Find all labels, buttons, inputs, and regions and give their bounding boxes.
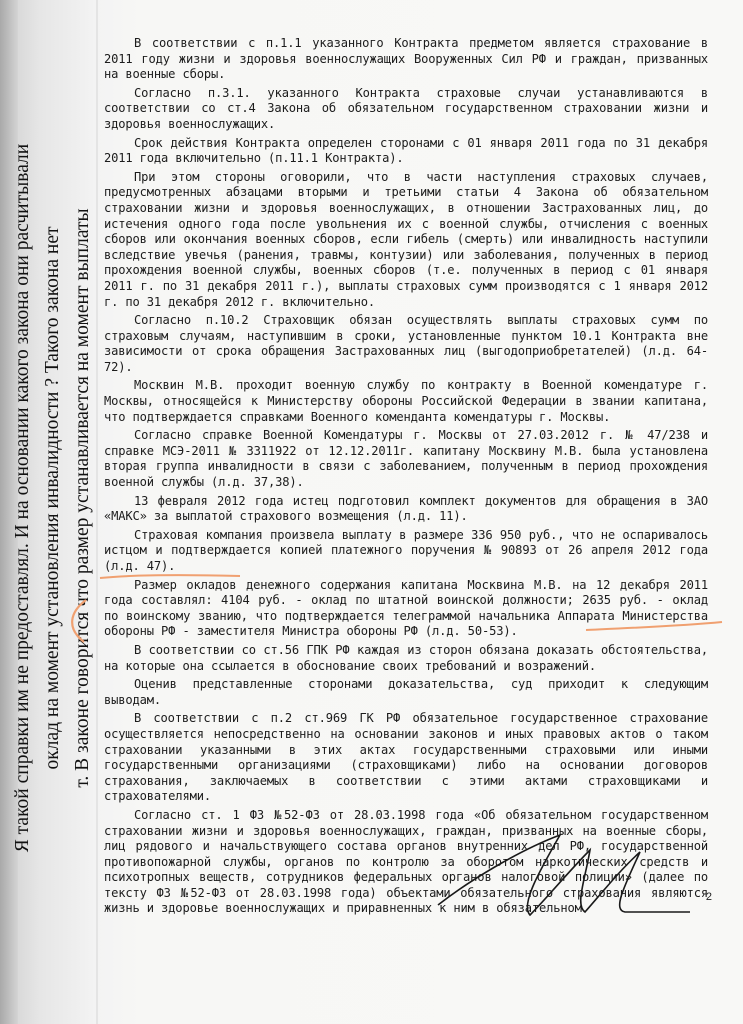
paragraph: В соответствии со ст.56 ГПК РФ каждая из сторон обязана доказать обстоятельства, на которые она ссылается в обоснование своих требований и возражений.: [104, 642, 708, 673]
paragraph: 13 февраля 2012 года истец подготовил комплект документов для обращения в ЗАО «МАКС» за выплатой страхового возмещения (л.д. 11).: [104, 493, 708, 524]
paragraph: Срок действия Контракта определен сторонами с 01 января 2011 года по 31 декабря 2011 года включительно (п.11.1 Контракта).: [104, 135, 708, 166]
paragraph: Оценив представленные сторонами доказательства, суд приходит к следующим выводам.: [104, 677, 708, 707]
paragraph: В соответствии с п.2 ст.969 ГК РФ обязательное государственное страхование осуществляется непосредственно на основании законов и иных правовых актов о таком страховании указанными в этих актах государственными страховыми или иными государственными организациями (страховщиками) либо на основании договоров страхования, заключаемых в соответствии с этими актами страховщиками и страхователями.: [104, 711, 708, 804]
margin-note-line: Я такой справки им не предоставлял. И на основании какого закона они расчитывали: [12, 143, 33, 853]
paragraph: При этом стороны оговорили, что в части наступления страховых случаев, предусмотренных абзацами вторыми и третьими статьи 4 Закона об обязательном страховании жизни и здоровья военнослужащих, в отношении Застрахованных лиц, до истечения одного года после увольнения их с военной службы, отчисления с военных сборов или окончания военных сборов, если гибель (смерть) или инвалидность наступили вследствие увечья (ранения, травмы, контузии) или заболевания, полученных в период прохождения военной службы, военных сборов (т.е. полученных в период с 01 января 2011 г. по 31 декабря 2011 г.), выплаты страховых сумм производятся с 1 января 2012 г. по 31 декабря 2012 г. включительно.: [104, 169, 708, 309]
paragraph: В соответствии с п.1.1 указанного Контракта предметом является страхование в 2011 году жизни и здоровья военнослужащих Вооруженных Сил РФ и граждан, призванных на военные сборы.: [104, 36, 708, 82]
highlighted-paragraph: Размер окладов денежного содержания капитана Москвина М.В. на 12 декабря 2011 года составлял: 4104 руб. - оклад по штатной воинской должности; 2635 руб. - оклад по воинскому званию, что подтверждается телеграммой начальника Аппарата Министерства обороны РФ - заместителя Министра обороны РФ (л.д. 50-53).: [104, 577, 708, 639]
margin-note-line: т. В законе говорится что размер устанавливается на момент выплаты: [72, 208, 93, 788]
paragraph: Москвин М.В. проходит военную службу по контракту в Военной комендатуре г. Москвы, относящейся к Министерству обороны Российской Федерации в звании капитана, что подтверждается справками Военного коменданта комендатуры г. Москвы.: [104, 378, 708, 424]
page-number: 2: [705, 891, 712, 903]
paragraph: Страховая компания произвела выплату в размере 336 950 руб., что не оспаривалось истцом и подтверждается копией платежного поручения № 90893 от 26 апреля 2012 года (л.д. 47).: [104, 527, 708, 573]
document-body: [104, 36, 708, 920]
paragraph: Согласно ст. 1 ФЗ №52-ФЗ от 28.03.1998 года «Об обязательном государственном страховании жизни и здоровья военнослужащих, граждан, призванных на военные сборы, лиц рядового и начальствующего состава органов внутренних дел РФ, государственной противопожарной службы, органов по контролю за оборотом наркотических средств и психотропных веществ, сотрудников федеральных органов налоговой полиции» (далее по тексту ФЗ №52-ФЗ от 28.03.1998 года) объектами обязательного страхования являются жизнь и здоровье военнослужащих и приравненных к ним в обязательном: [104, 807, 708, 916]
paragraph: Согласно справке Военной Комендатуры г. Москвы от 27.03.2012 г. № 47/238 и справке МСЭ-2011 № 3311922 от 12.12.2011г. капитану Москвину М.В. была установлена вторая группа инвалидности в связи с заболеванием, полученным в период прохождения военной службы (л.д. 37,38).: [104, 428, 708, 490]
paragraph: Согласно п.3.1. указанного Контракта страховые случаи устанавливаются в соответствии со ст.4 Закона об обязательном государственном страховании жизни и здоровья военнослужащих.: [104, 85, 708, 131]
margin-note-line: оклад на момент установления инвалидности ? Такого закона нет: [42, 226, 63, 770]
paragraph: Согласно п.10.2 Страховщик обязан осуществлять выплаты страховых сумм по страховым случаям, наступившим в сроки, установленные пунктом 10.1 Контракта вне зависимости от срока обращения Застрахованных лиц (выгодоприобретателей) (л.д. 64-72).: [104, 313, 708, 374]
